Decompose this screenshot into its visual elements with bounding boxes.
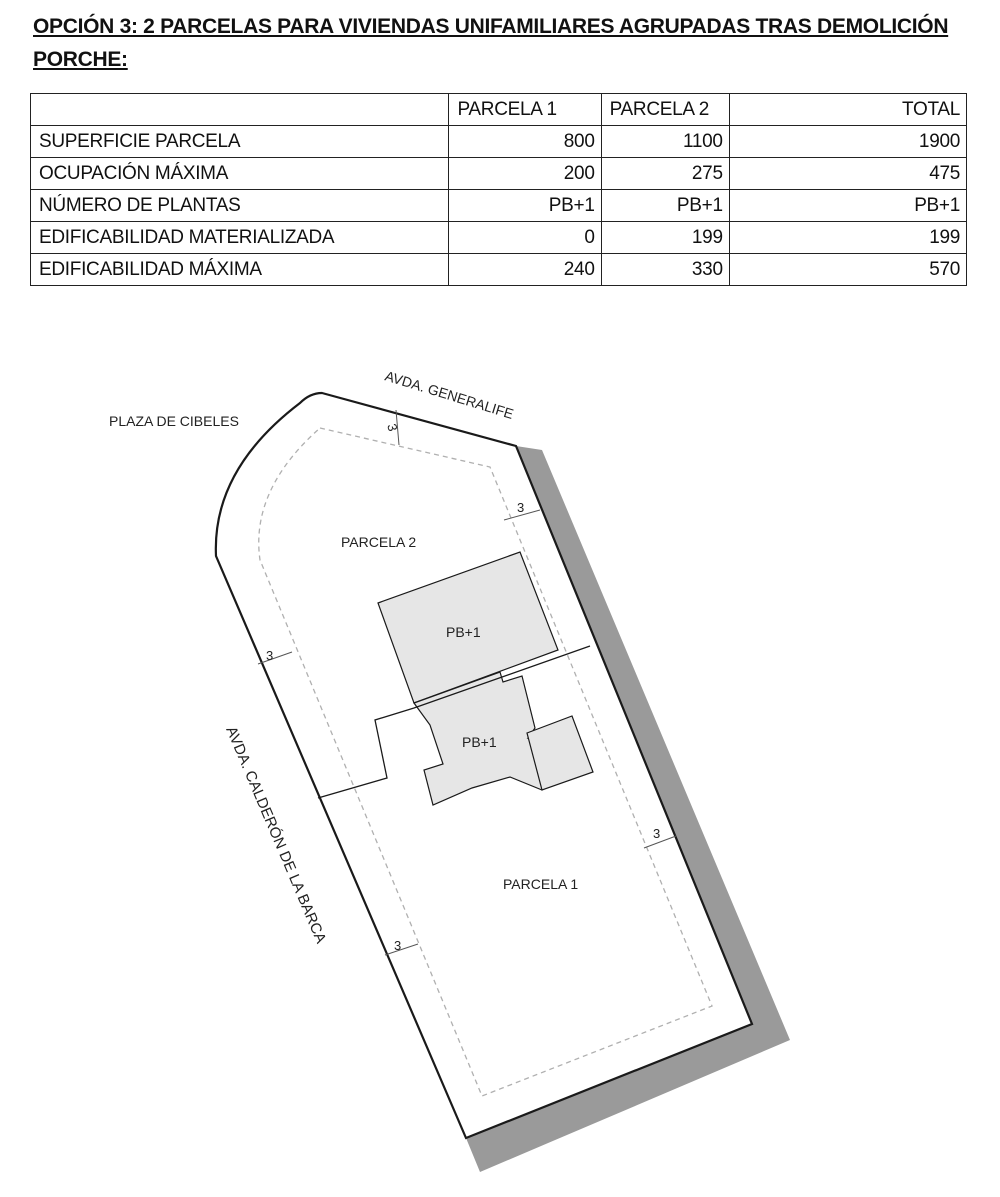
cell-total: PB+1 <box>729 190 966 222</box>
parcel-2-label: PARCELA 2 <box>341 534 417 550</box>
cell-total: 475 <box>729 158 966 190</box>
cell-parcela-2: 199 <box>601 222 729 254</box>
setback-label: 3 <box>653 826 661 841</box>
row-label: OCUPACIÓN MÁXIMA <box>31 158 449 190</box>
building-lower-label: PB+1 <box>462 734 497 750</box>
cell-total: 570 <box>729 254 966 286</box>
street-label-left: AVDA. CALDERÓN DE LA BARCA <box>222 723 330 946</box>
street-label-top: AVDA. GENERALIFE <box>383 367 516 422</box>
row-label: EDIFICABILIDAD MATERIALIZADA <box>31 222 449 254</box>
cell-parcela-1: 0 <box>449 222 601 254</box>
table-header-parcela-1: PARCELA 1 <box>449 94 601 126</box>
cell-parcela-1: 240 <box>449 254 601 286</box>
parameters-table <box>30 93 967 286</box>
setback-label: 3 <box>517 500 525 515</box>
table-header-parcela-2: PARCELA 2 <box>601 94 729 126</box>
table-row <box>31 222 967 254</box>
cell-parcela-1: 800 <box>449 126 601 158</box>
row-label: SUPERFICIE PARCELA <box>31 126 449 158</box>
row-label: NÚMERO DE PLANTAS <box>31 190 449 222</box>
table-header-row <box>31 94 967 126</box>
table-row <box>31 126 967 158</box>
street-label-corner: PLAZA DE CIBELES <box>109 413 239 429</box>
setback-label: 3 <box>266 648 274 663</box>
site-plan <box>0 330 1000 1190</box>
table-header-total: TOTAL <box>729 94 966 126</box>
cell-parcela-2: 330 <box>601 254 729 286</box>
page-title: OPCIÓN 3: 2 PARCELAS PARA VIVIENDAS UNIFAMILIARES AGRUPADAS TRAS DEMOLICIÓN PORCHE: <box>33 15 949 71</box>
table-row <box>31 158 967 190</box>
setback-label: 3 <box>384 422 401 433</box>
cell-parcela-2: 1100 <box>601 126 729 158</box>
cell-parcela-1: PB+1 <box>449 190 601 222</box>
table-header-blank <box>31 94 449 126</box>
row-label: EDIFICABILIDAD MÁXIMA <box>31 254 449 286</box>
cell-total: 199 <box>729 222 966 254</box>
cell-parcela-1: 200 <box>449 158 601 190</box>
setback-label: 3 <box>394 938 402 953</box>
table-row <box>31 190 967 222</box>
building-upper-label: PB+1 <box>446 624 481 640</box>
parcel-1-label: PARCELA 1 <box>503 876 579 892</box>
table-row <box>31 254 967 286</box>
cell-total: 1900 <box>729 126 966 158</box>
cell-parcela-2: PB+1 <box>601 190 729 222</box>
cell-parcela-2: 275 <box>601 158 729 190</box>
